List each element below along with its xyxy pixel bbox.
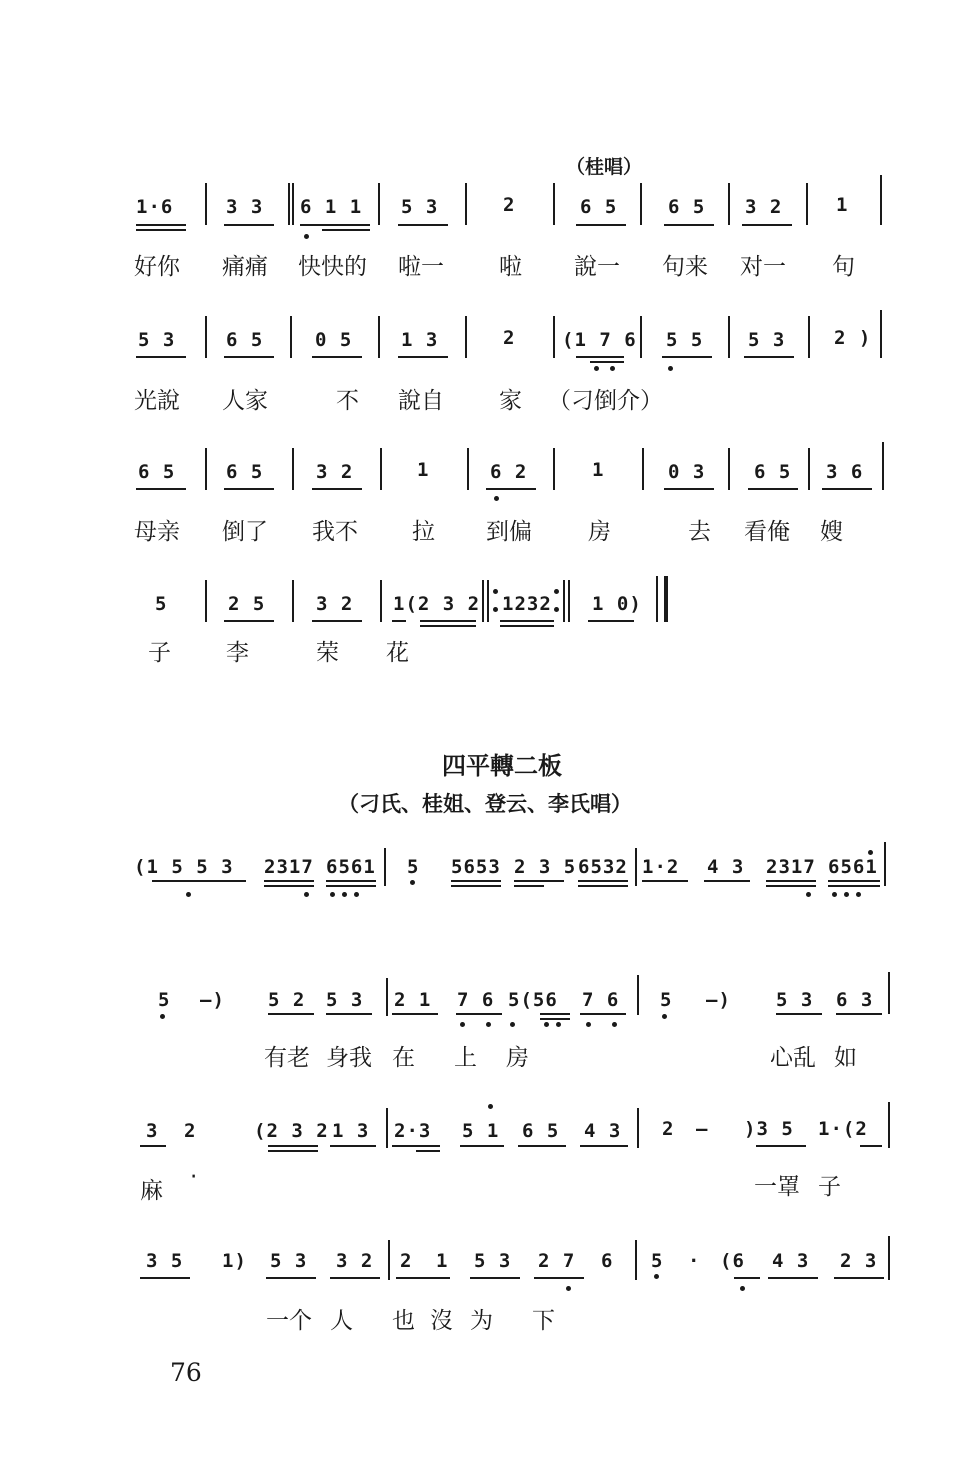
note-group: 5 3 [776, 989, 814, 1011]
note-group: 2 7 [538, 1250, 576, 1272]
note-group: 2 ) [834, 327, 872, 349]
note-group: 1 0) [592, 593, 642, 615]
lyric: 也 [392, 1308, 415, 1334]
note-group: 6561 [828, 856, 878, 878]
lyric: · [190, 1164, 198, 1190]
lyric: 子 [818, 1174, 841, 1200]
note-group: 2 [503, 194, 516, 216]
lyric: 房 [506, 1045, 529, 1071]
note-group: 5 [660, 989, 673, 1011]
note-group: —) [200, 989, 225, 1011]
note-group: 5 [407, 856, 420, 878]
note-group: )3 5 [744, 1118, 794, 1140]
lyric: 李 [226, 640, 249, 666]
note-group: 6 5 [226, 329, 264, 351]
note-group: 0 5 [315, 329, 353, 351]
note-group: 6561 [326, 856, 376, 878]
lyric: 上 [454, 1045, 477, 1071]
lyric: 沒 [430, 1308, 453, 1334]
lyric: 身我 [326, 1045, 372, 1071]
note-group: 7 6 [582, 989, 620, 1011]
note-group: 1 [417, 459, 430, 481]
note-group: 5 3 [748, 329, 786, 351]
note-group: 5 3 [270, 1250, 308, 1272]
lyric: 快快的 [298, 254, 367, 280]
lyric: 对一 [740, 254, 786, 280]
note-group: 1·(2 [818, 1118, 868, 1140]
note-group: 3 3 [226, 196, 264, 218]
note-group: 5 [158, 989, 171, 1011]
lyric: 一个 [266, 1308, 312, 1334]
note-group: 3 2 [336, 1250, 374, 1272]
note-group: (6 [720, 1250, 745, 1272]
lyric: 为 [470, 1308, 493, 1334]
note-group: 6 1 1 [300, 196, 363, 218]
note-group: 6 3 [836, 989, 874, 1011]
lyric: 倒了 [222, 519, 268, 545]
section-title: 四平轉二板 [442, 752, 562, 780]
note-group: 2 [503, 327, 516, 349]
note-group: (1 5 5 3 [134, 856, 234, 878]
note-group: (1 7 6 [562, 329, 637, 351]
lyric: 好你 [134, 254, 180, 280]
note-group: — [696, 1118, 709, 1140]
note-group: 5 2 [268, 989, 306, 1011]
note-group: 5 1 [462, 1120, 500, 1142]
note-group: 6 5 [226, 461, 264, 483]
note-group: · [688, 1250, 701, 1272]
lyric: 嫂 [820, 519, 843, 545]
note-group: 4 3 [772, 1250, 810, 1272]
lyric: 到偏 [486, 519, 532, 545]
lyric: 句 [832, 254, 855, 280]
note-group: —) [706, 989, 731, 1011]
note-group: 1 3 [332, 1120, 370, 1142]
note-group: 6 5 [580, 196, 618, 218]
lyric: （刁倒介） [548, 388, 663, 414]
lyric: 子 [148, 640, 171, 666]
lyric: 花 [386, 640, 409, 666]
note-group: 5 3 [138, 329, 176, 351]
lyric: 痛痛 [222, 254, 268, 280]
note-group: 3 2 [745, 196, 783, 218]
lyric: 我不 [312, 519, 358, 545]
note-group: 2 5 [228, 593, 266, 615]
note-group: 1) [222, 1250, 247, 1272]
note-group: 1 [436, 1250, 449, 1272]
note-group: 5 [651, 1250, 664, 1272]
page-number: 76 [170, 1358, 202, 1387]
lyric: 有老 [264, 1045, 310, 1071]
note-group: 5 [155, 593, 168, 615]
lyric: 說一 [574, 254, 620, 280]
lyric: 家 [499, 388, 522, 414]
note-group: 5(56 [508, 989, 558, 1011]
note-group: 6 5 [668, 196, 706, 218]
note-group: 6 5 [138, 461, 176, 483]
note-group: 3 2 [316, 593, 354, 615]
note-group: 6532 [578, 856, 628, 878]
lyric: 說自 [398, 388, 444, 414]
singer-cue: （桂唱） [566, 156, 643, 178]
lyric: 啦 [499, 254, 522, 280]
note-group: 2 [662, 1118, 675, 1140]
lyric: 看俺 [744, 519, 790, 545]
note-group: 5 5 [666, 329, 704, 351]
note-group: 6 2 [490, 461, 528, 483]
lyric: 如 [834, 1045, 857, 1071]
note-group: 2 [400, 1250, 413, 1272]
section-subtitle: （刁氏、桂姐、登云、李氏唱） [338, 792, 632, 816]
note-group: 4 3 [707, 856, 745, 878]
note-group: 4 3 [584, 1120, 622, 1142]
lyric: 在 [392, 1045, 415, 1071]
note-group: 1·6 [136, 196, 174, 218]
note-group: 1(2 3 2 [393, 593, 481, 615]
note-group: 3 5 [146, 1250, 184, 1272]
note-group: 2·3 [394, 1120, 432, 1142]
note-group: 5 3 [474, 1250, 512, 1272]
note-group: 7 6 [457, 989, 495, 1011]
lyric: 句来 [662, 254, 708, 280]
note-group: 2 [184, 1120, 197, 1142]
note-group: 6 5 [522, 1120, 560, 1142]
lyric: 荣 [316, 640, 339, 666]
note-group: 2317 [766, 856, 816, 878]
note-group: 1 [592, 459, 605, 481]
note-group: 3 [146, 1120, 159, 1142]
note-group: 2 3 5 [514, 856, 577, 878]
lyric: 麻 [140, 1178, 163, 1204]
note-group: 5653 [451, 856, 501, 878]
note-group: 2 3 [840, 1250, 878, 1272]
lyric: 不 [336, 388, 359, 414]
note-group: 1 3 [401, 329, 439, 351]
note-group: 1232 [502, 593, 552, 615]
lyric: 心乱 [770, 1045, 816, 1071]
lyric: 啦一 [398, 254, 444, 280]
lyric: 下 [532, 1308, 555, 1334]
note-group: 6 5 [754, 461, 792, 483]
note-group: 2317 [264, 856, 314, 878]
lyric: 光說 [134, 388, 180, 414]
note-group: 1·2 [642, 856, 680, 878]
lyric: 母亲 [134, 519, 180, 545]
lyric: 拉 [412, 519, 435, 545]
note-group: 3 6 [826, 461, 864, 483]
note-group: (2 3 2 [254, 1120, 329, 1142]
note-group: 3 2 [316, 461, 354, 483]
lyric: 房 [588, 519, 611, 545]
note-group: 2 1 [394, 989, 432, 1011]
lyric: 人 [330, 1308, 353, 1334]
lyric: 人家 [222, 388, 268, 414]
note-group: 6 [601, 1250, 614, 1272]
note-group: 5 3 [401, 196, 439, 218]
note-group: 1 [836, 194, 849, 216]
note-group: 0 3 [668, 461, 706, 483]
note-group: 5 3 [326, 989, 364, 1011]
lyric: 一罩 [754, 1174, 800, 1200]
lyric: 去 [688, 519, 711, 545]
